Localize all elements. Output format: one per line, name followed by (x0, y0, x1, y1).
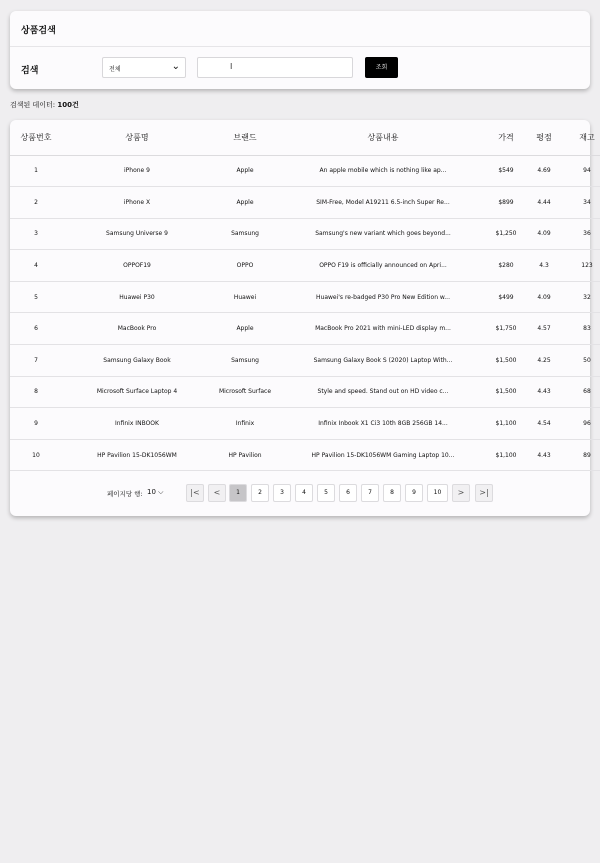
category-select[interactable] (102, 57, 186, 78)
cell-description: MacBook Pro 2021 with mini-LED display m... (278, 313, 488, 345)
table-row[interactable] (10, 187, 600, 219)
cell-price: $499 (488, 281, 524, 313)
result-count (10, 100, 79, 110)
search-input[interactable] (197, 57, 353, 78)
table-row[interactable] (10, 250, 600, 282)
chevron-down-icon: ⌄ (171, 61, 180, 72)
pagination (10, 480, 590, 506)
table-row[interactable] (10, 281, 600, 313)
cell-stock: 50 (564, 345, 600, 377)
page-button[interactable]: 10 (427, 484, 448, 502)
search-button[interactable]: 조회 (365, 57, 398, 78)
cell-rating: 4.3 (524, 250, 564, 282)
cell-price: $549 (488, 155, 524, 187)
page-button[interactable]: 6 (339, 484, 357, 502)
product-table-panel (10, 120, 595, 516)
table-row[interactable] (10, 155, 600, 187)
table-row[interactable] (10, 345, 600, 377)
cell-stock: 34 (564, 187, 600, 219)
result-count-value: 100건 (57, 101, 79, 109)
rows-per-page-label: 페이지당 행: (107, 490, 143, 498)
category-select-value: 전체 (109, 66, 121, 73)
divider (10, 46, 590, 47)
cell-brand: Samsung (212, 345, 278, 377)
text-cursor-icon: I (230, 62, 233, 71)
cell-description: OPPO F19 is officially announced on Apri... (278, 250, 488, 282)
table-header-row (10, 120, 600, 155)
cell-stock: 68 (564, 376, 600, 408)
cell-product-id: 3 (10, 218, 62, 250)
cell-description: Samsung Galaxy Book S (2020) Laptop With... (278, 345, 488, 377)
page-button[interactable]: 8 (383, 484, 401, 502)
cell-product-id: 6 (10, 313, 62, 345)
cell-rating: 4.43 (524, 439, 564, 471)
last-page-button[interactable]: >| (475, 484, 493, 502)
cell-price: $1,100 (488, 439, 524, 471)
cell-description: SIM-Free, Model A19211 6.5-inch Super Re... (278, 187, 488, 219)
cell-rating: 4.69 (524, 155, 564, 187)
page-button[interactable]: 9 (405, 484, 423, 502)
cell-stock: 89 (564, 439, 600, 471)
column-header: 상품명 (62, 120, 212, 155)
page-button[interactable]: 3 (273, 484, 291, 502)
cell-price: $1,500 (488, 376, 524, 408)
cell-product-id: 1 (10, 155, 62, 187)
cell-product-name: Infinix INBOOK (62, 408, 212, 440)
cell-price: $1,500 (488, 345, 524, 377)
cell-product-name: MacBook Pro (62, 313, 212, 345)
cell-product-id: 7 (10, 345, 62, 377)
rows-per-page-value: 10 (147, 488, 156, 496)
cell-price: $899 (488, 187, 524, 219)
cell-product-name: OPPOF19 (62, 250, 212, 282)
cell-rating: 4.09 (524, 281, 564, 313)
cell-product-name: iPhone 9 (62, 155, 212, 187)
panel-title: 상품검색 (21, 26, 56, 36)
table-row[interactable] (10, 218, 600, 250)
cell-brand: Samsung (212, 218, 278, 250)
table-row[interactable] (10, 313, 600, 345)
cell-price: $280 (488, 250, 524, 282)
column-header: 상품내용 (278, 120, 488, 155)
cell-price: $1,100 (488, 408, 524, 440)
cell-stock: 96 (564, 408, 600, 440)
cell-description: Style and speed. Stand out on HD video c... (278, 376, 488, 408)
cell-description: An apple mobile which is nothing like ap... (278, 155, 488, 187)
cell-brand: Apple (212, 187, 278, 219)
cell-brand: OPPO (212, 250, 278, 282)
cell-description: Huawei's re-badged P30 Pro New Edition w... (278, 281, 488, 313)
cell-brand: HP Pavilion (212, 439, 278, 471)
page-button[interactable]: 1 (229, 484, 247, 502)
cell-stock: 36 (564, 218, 600, 250)
column-header: 브랜드 (212, 120, 278, 155)
table-row[interactable] (10, 376, 600, 408)
column-header: 가격 (488, 120, 524, 155)
cell-stock: 94 (564, 155, 600, 187)
cell-rating: 4.43 (524, 376, 564, 408)
prev-page-button[interactable]: < (208, 484, 226, 502)
search-panel (10, 11, 590, 89)
cell-brand: Apple (212, 313, 278, 345)
page-button[interactable]: 5 (317, 484, 335, 502)
column-header: 상품번호 (10, 120, 62, 155)
cell-rating: 4.54 (524, 408, 564, 440)
cell-brand: Infinix (212, 408, 278, 440)
cell-description: Infinix Inbook X1 Ci3 10th 8GB 256GB 14... (278, 408, 488, 440)
table-row[interactable] (10, 408, 600, 440)
cell-product-id: 10 (10, 439, 62, 471)
cell-product-id: 2 (10, 187, 62, 219)
cell-product-name: Microsoft Surface Laptop 4 (62, 376, 212, 408)
product-table (10, 120, 600, 471)
cell-brand: Microsoft Surface (212, 376, 278, 408)
cell-product-id: 5 (10, 281, 62, 313)
rows-per-page-select[interactable] (147, 488, 163, 497)
cell-product-name: Huawei P30 (62, 281, 212, 313)
page-button[interactable]: 4 (295, 484, 313, 502)
cell-product-id: 8 (10, 376, 62, 408)
cell-product-id: 4 (10, 250, 62, 282)
page-button[interactable]: 7 (361, 484, 379, 502)
cell-rating: 4.44 (524, 187, 564, 219)
cell-product-name: HP Pavilion 15-DK1056WM (62, 439, 212, 471)
cell-product-name: Samsung Galaxy Book (62, 345, 212, 377)
next-page-button[interactable]: > (452, 484, 470, 502)
cell-description: HP Pavilion 15-DK1056WM Gaming Laptop 10... (278, 439, 488, 471)
cell-product-name: iPhone X (62, 187, 212, 219)
page-button[interactable]: 2 (251, 484, 269, 502)
cell-brand: Huawei (212, 281, 278, 313)
cell-brand: Apple (212, 155, 278, 187)
result-count-label: 검색된 데이터: (10, 101, 58, 109)
chevron-down-icon: ⌵ (158, 488, 164, 496)
column-header: 재고 (564, 120, 600, 155)
search-label: 검색 (21, 66, 39, 76)
cell-description: Samsung's new variant which goes beyond... (278, 218, 488, 250)
cell-product-name: Samsung Universe 9 (62, 218, 212, 250)
cell-rating: 4.25 (524, 345, 564, 377)
cell-rating: 4.09 (524, 218, 564, 250)
table-row[interactable] (10, 439, 600, 471)
column-header: 평점 (524, 120, 564, 155)
cell-rating: 4.57 (524, 313, 564, 345)
cell-price: $1,750 (488, 313, 524, 345)
cell-stock: 123 (564, 250, 600, 282)
first-page-button[interactable]: |< (186, 484, 204, 502)
cell-stock: 83 (564, 313, 600, 345)
cell-stock: 32 (564, 281, 600, 313)
cell-price: $1,250 (488, 218, 524, 250)
cell-product-id: 9 (10, 408, 62, 440)
